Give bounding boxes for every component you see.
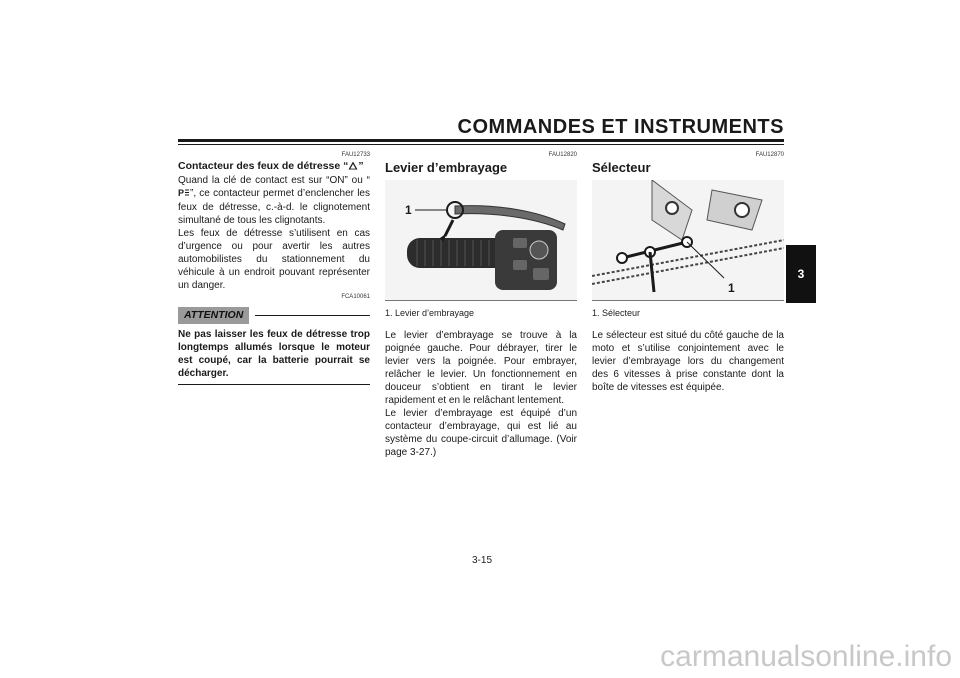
paragraph: Le levier d’embrayage est équipé d’un contacteur d’embrayage, qui est lié au système du coupe-circuit d’allumage. (Voir page 3-27.) xyxy=(385,408,577,458)
shift-pedal-illustration xyxy=(592,180,784,300)
paragraph-text: Quand la clé de contact est sur “ON” ou “ xyxy=(178,175,370,186)
header-rule xyxy=(178,139,784,142)
column-shift-pedal xyxy=(592,152,784,394)
svg-text:P: P xyxy=(178,188,185,197)
page-number: 3-15 xyxy=(472,555,493,566)
attention-header xyxy=(178,307,370,324)
shift-pedal-figure xyxy=(592,180,784,301)
paragraph xyxy=(178,174,370,227)
heading-text: Contacteur des feux de détresse “ xyxy=(178,160,349,172)
page-header-title: COMMANDES ET INSTRUMENTS xyxy=(457,116,784,138)
attention-end-divider xyxy=(178,384,370,385)
parking-key-icon xyxy=(178,188,190,201)
column-clutch-lever xyxy=(385,152,577,459)
clutch-lever-figure xyxy=(385,180,577,301)
section-code: FAU12870 xyxy=(755,152,784,158)
header-rule-thin xyxy=(178,144,784,145)
attention-label: ATTENTION xyxy=(178,307,249,324)
figure-caption: 1. Sélecteur xyxy=(592,308,641,318)
section-code: FAU12820 xyxy=(548,152,577,158)
chapter-tab[interactable]: 3 xyxy=(786,245,816,303)
paragraph: Le levier d’embrayage se trouve à la poignée gauche. Pour débrayer, tirer le levier vers la poignée. Pour embrayer, relâcher le levier. Un fonctionnement en douceur s’obtient en tirant le levier rapidement et en le relâchant lentement. xyxy=(385,330,577,406)
paragraph: Les feux de détresse s’utilisent en cas d’urgence ou pour avertir les autres automobilistes du stationnement du véhicule à un endroit pouvant représenter un danger. xyxy=(178,228,370,291)
figure-caption: 1. Levier d’embrayage xyxy=(385,308,475,318)
attention-divider xyxy=(255,315,370,316)
figure-callout-1: 1 xyxy=(405,203,412,217)
section-heading-clutch: Levier d’embrayage xyxy=(385,160,508,175)
section-heading-hazard xyxy=(178,160,370,174)
paragraph: Le sélecteur est situé du côté gauche de la moto et s’utilise conjointement avec le levier d’embrayage lors du changement des 6 vitesses à prise constante dont la boîte de vitesses est équipée. xyxy=(592,330,784,393)
heading-text-end: ” xyxy=(358,160,364,172)
section-heading-shift-pedal: Sélecteur xyxy=(592,160,651,175)
hazard-triangle-icon xyxy=(348,161,358,174)
clutch-lever-illustration xyxy=(385,180,577,300)
attention-text: Ne pas laisser les feux de détresse trop longtemps allumés lorsque le moteur est coupé, car la batterie pourrait se décharger. xyxy=(178,329,370,379)
watermark: carmanualsonline.info xyxy=(660,640,952,673)
figure-callout-1: 1 xyxy=(728,281,735,295)
attention-code: FCA10061 xyxy=(341,294,370,300)
paragraph-text-end: ”, ce contacteur permet d’enclencher les feux de détresse, c.-à-d. le clignotement simultané de tous les clignotants. xyxy=(178,188,370,226)
section-code: FAU12733 xyxy=(341,152,370,158)
column-hazard-switch xyxy=(178,152,370,385)
